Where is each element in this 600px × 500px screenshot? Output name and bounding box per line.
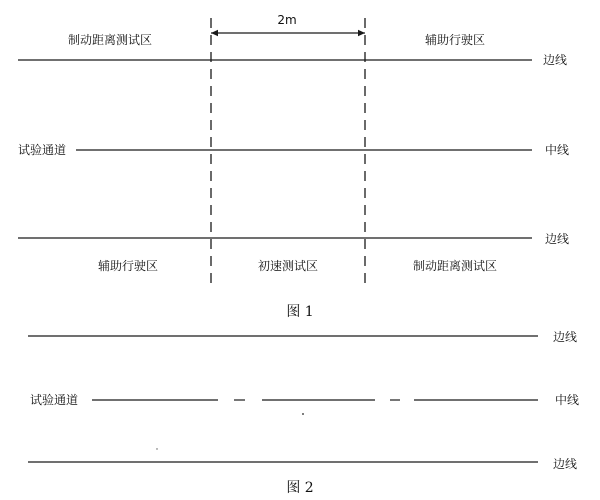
figure-2-caption: 图 2 bbox=[286, 480, 314, 496]
scan-speck bbox=[302, 413, 304, 415]
fig2-edge-line-label-top: 边线 bbox=[553, 330, 578, 344]
figure-1-caption: 图 1 bbox=[286, 304, 314, 320]
edge-line-label-top: 边线 bbox=[543, 53, 568, 67]
zone-label-braking-top: 制动距离测试区 bbox=[67, 33, 153, 47]
edge-line-label-bottom: 边线 bbox=[545, 232, 570, 246]
scan-speck bbox=[156, 448, 157, 449]
zone-label-auxiliary-top: 辅助行驶区 bbox=[424, 33, 486, 47]
dimension-label: 2m bbox=[277, 13, 297, 27]
figure-2 bbox=[28, 329, 579, 496]
zone-label-auxiliary-bottom: 辅助行驶区 bbox=[97, 259, 159, 273]
fig2-center-line-label: 中线 bbox=[555, 393, 580, 407]
zone-label-braking-bottom: 制动距离测试区 bbox=[412, 259, 498, 273]
fig2-test-channel-label: 试验通道 bbox=[30, 393, 79, 407]
fig2-edge-line-label-bottom: 边线 bbox=[553, 457, 578, 471]
test-channel-label: 试验通道 bbox=[18, 143, 67, 157]
zone-label-initial-speed: 初速测试区 bbox=[257, 259, 319, 273]
center-line-label: 中线 bbox=[545, 143, 570, 157]
figure-1 bbox=[18, 13, 569, 320]
